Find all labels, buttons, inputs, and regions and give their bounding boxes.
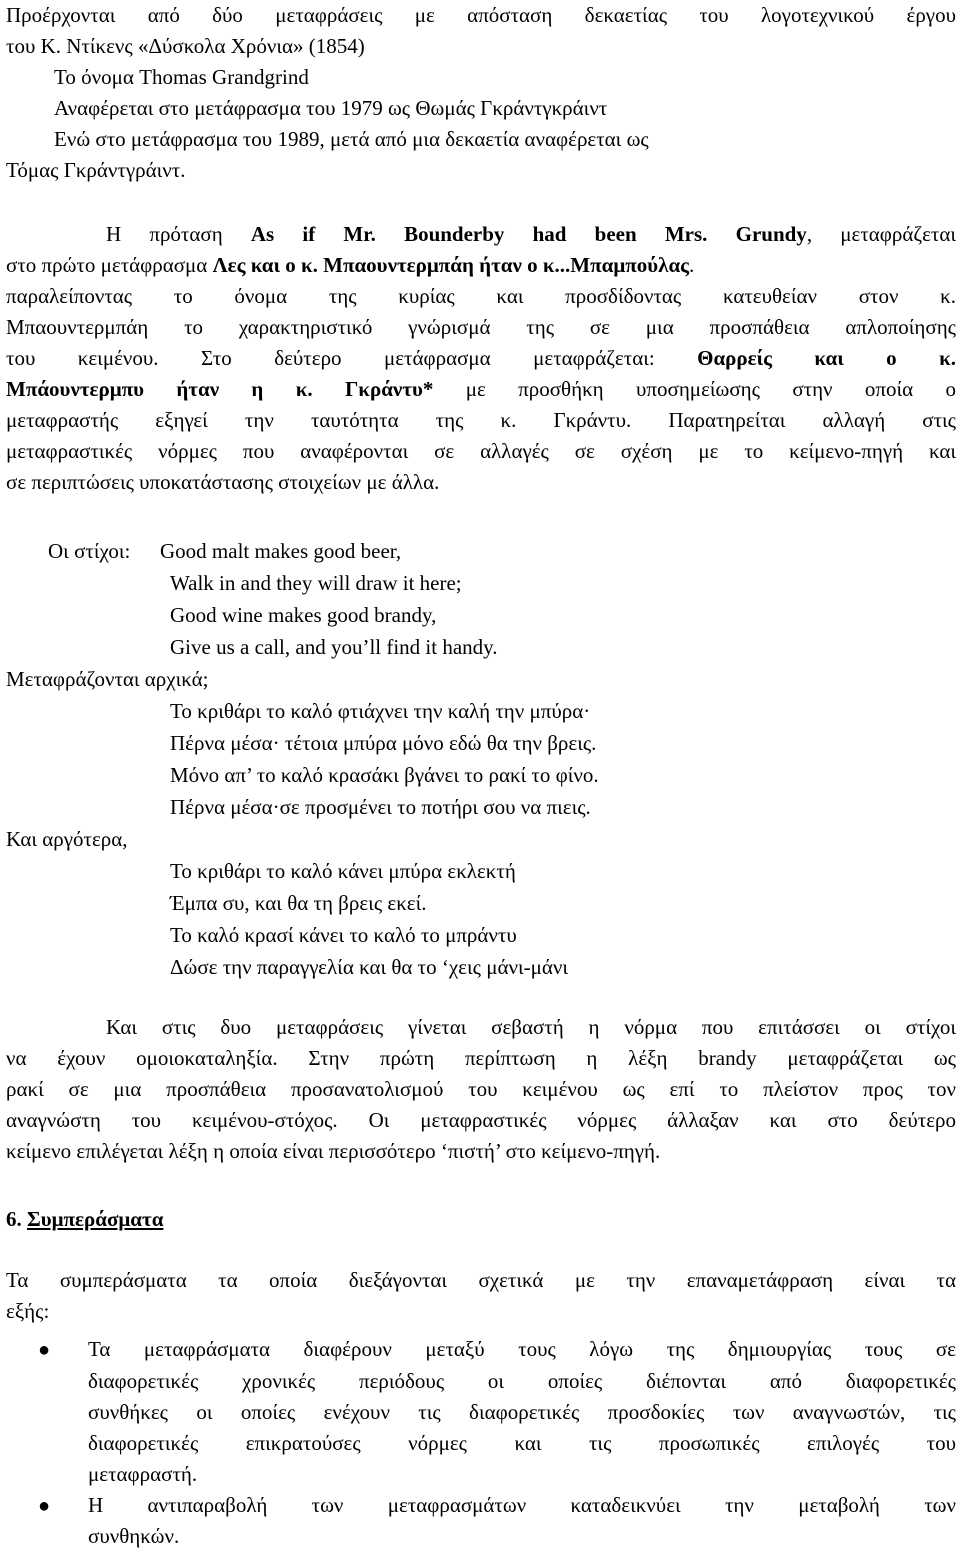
verse-line: Good wine makes good brandy, [170, 603, 437, 627]
para3-line: αναγνώστη του κειμένου-στόχος. Οι μεταφραστικές νόρμες άλλαξαν και στο δεύτερο [6, 1108, 956, 1132]
para3-line: κείμενο επιλέγεται λέξη η οποία είναι περισσότερο ‘πιστή’ στο κείμενο-πηγή. [6, 1139, 661, 1163]
first-translation-label: Μεταφράζονται αρχικά; [6, 667, 209, 691]
para3-line: να έχουν ομοιοκαταληξία. Στην πρώτη περίπτωση η λέξη brandy μεταφράζεται ως [6, 1046, 956, 1070]
verse-line: Walk in and they will draw it here; [170, 571, 462, 595]
section-heading [6, 1204, 163, 1235]
intro-line-2: του Κ. Ντίκενς «Δύσκολα Χρόνια» (1854) [6, 34, 365, 58]
second-translation-line: Έμπα συ, και θα τη βρεις εκεί. [170, 891, 427, 915]
bullet1-line: συνθήκες οι οποίες ενέχουν τις διαφορετικές προσδοκίες των αναγνωστών, τις [88, 1400, 956, 1424]
bullet1-line: Τα μεταφράσματα διαφέρουν μεταξύ τους λόγω της δημιουργίας τους σε [88, 1337, 956, 1361]
section-title: Συμπεράσματα [27, 1207, 164, 1231]
bullet1-line: διαφορετικές χρονικές περιόδους οι οποίες διέπονται από διαφορετικές [88, 1369, 956, 1393]
para2-line-2: στο πρώτο μετάφρασμα Λες και ο κ. Μπαουντερμπάη ήταν ο κ...Μπαμπούλας. [6, 253, 695, 277]
intro-line-4: Αναφέρεται στο μετάφρασμα του 1979 ως Θωμάς Γκράντγκράιντ [54, 96, 608, 120]
verses-label: Οι στίχοι: [48, 539, 131, 563]
para2-line-4: Μπαουντερμπάη το χαρακτηριστικό γνώρισμά της σε μια προσπάθεια απλοποίησης [6, 315, 956, 339]
para2-line-8: μεταφραστικές νόρμες που αναφέρονται σε αλλαγές σε σχέση με το κείμενο-πηγή και [6, 439, 956, 463]
para2-line-7: μεταφραστής εξηγεί την ταυτότητα της κ. Γκράντυ. Παρατηρείται αλλαγή στις [6, 408, 956, 432]
intro-line-6: Τόμας Γκράντγράιντ. [6, 158, 186, 182]
conclusion-intro-line-1: Τα συμπεράσματα τα οποία διεξάγονται σχετικά με την επαναμετάφραση είναι τα [6, 1268, 956, 1292]
intro-line-3: Το όνομα Thomas Grandgrind [54, 65, 309, 89]
para3-line: ρακί σε μια προσπάθεια προσανατολισμού του κειμένου ως επί το πλείστον προς τον [6, 1077, 956, 1101]
second-translation-line: Το καλό κρασί κάνει το καλό το μπράντυ [170, 923, 517, 947]
para2-line-5: του κειμένου. Στο δεύτερο μετάφρασμα μεταφράζεται: Θαρρείς και ο κ. [6, 346, 957, 370]
bullet1-line: μεταφραστή. [88, 1462, 198, 1486]
para2-line-9: σε περιπτώσεις υποκατάστασης στοιχείων με άλλα. [6, 470, 440, 494]
intro-line-1: Προέρχονται από δύο μεταφράσεις με απόσταση δεκαετίας του λογοτεχνικού έργου [6, 3, 956, 27]
first-translation-line: Το κριθάρι το καλό φτιάχνει την καλή την μπύρα· [170, 699, 591, 723]
section-number: 6. [6, 1207, 22, 1231]
bullet2-line: Η αντιπαραβολή των μεταφρασμάτων καταδεικνύει την μεταβολή των [88, 1493, 956, 1517]
para2-line-1: Η πρόταση As if Mr. Bounderby had been Mrs. Grundy, μεταφράζεται [106, 222, 956, 246]
conclusion-intro-line-2: εξής: [6, 1299, 50, 1323]
first-translation-line: Πέρνα μέσα· τέτοια μπύρα μόνο εδώ θα την βρεις. [170, 731, 597, 755]
first-translation-line: Μόνο απ’ το καλό κρασάκι βγάνει το ρακί το φίνο. [170, 763, 599, 787]
verse-line: Give us a call, and you’ll find it handy. [170, 635, 498, 659]
verse-line: Good malt makes good beer, [160, 539, 402, 563]
first-translation-line: Πέρνα μέσα·σε προσμένει το ποτήρι σου να πιεις. [170, 795, 591, 819]
second-translation-line: Δώσε την παραγγελία και θα το ‘χεις μάνι-μάνι [170, 955, 569, 979]
bullet1-line: διαφορετικές επικρατούσες νόρμες και τις προσωπικές επιλογές του [88, 1431, 956, 1455]
intro-line-5: Ενώ στο μετάφρασμα του 1989, μετά από μια δεκαετία αναφέρεται ως [54, 127, 649, 151]
bullet-icon: ● [38, 1339, 51, 1361]
para2-line-3: παραλείποντας το όνομα της κυρίας και προσδίδοντας κατευθείαν στον κ. [6, 284, 956, 308]
second-translation-label: Και αργότερα, [6, 827, 128, 851]
bullet2-line: συνθηκών. [88, 1524, 180, 1548]
bullet-icon: ● [38, 1495, 51, 1517]
para3-line: Και στις δυο μεταφράσεις γίνεται σεβαστή η νόρμα που επιτάσσει οι στίχοι [106, 1015, 956, 1039]
para2-line-6: Μπάουντερμπυ ήταν η κ. Γκράντυ* με προσθήκη υποσημείωσης στην οποία ο [6, 377, 956, 401]
second-translation-line: Το κριθάρι το καλό κάνει μπύρα εκλεκτή [170, 859, 516, 883]
